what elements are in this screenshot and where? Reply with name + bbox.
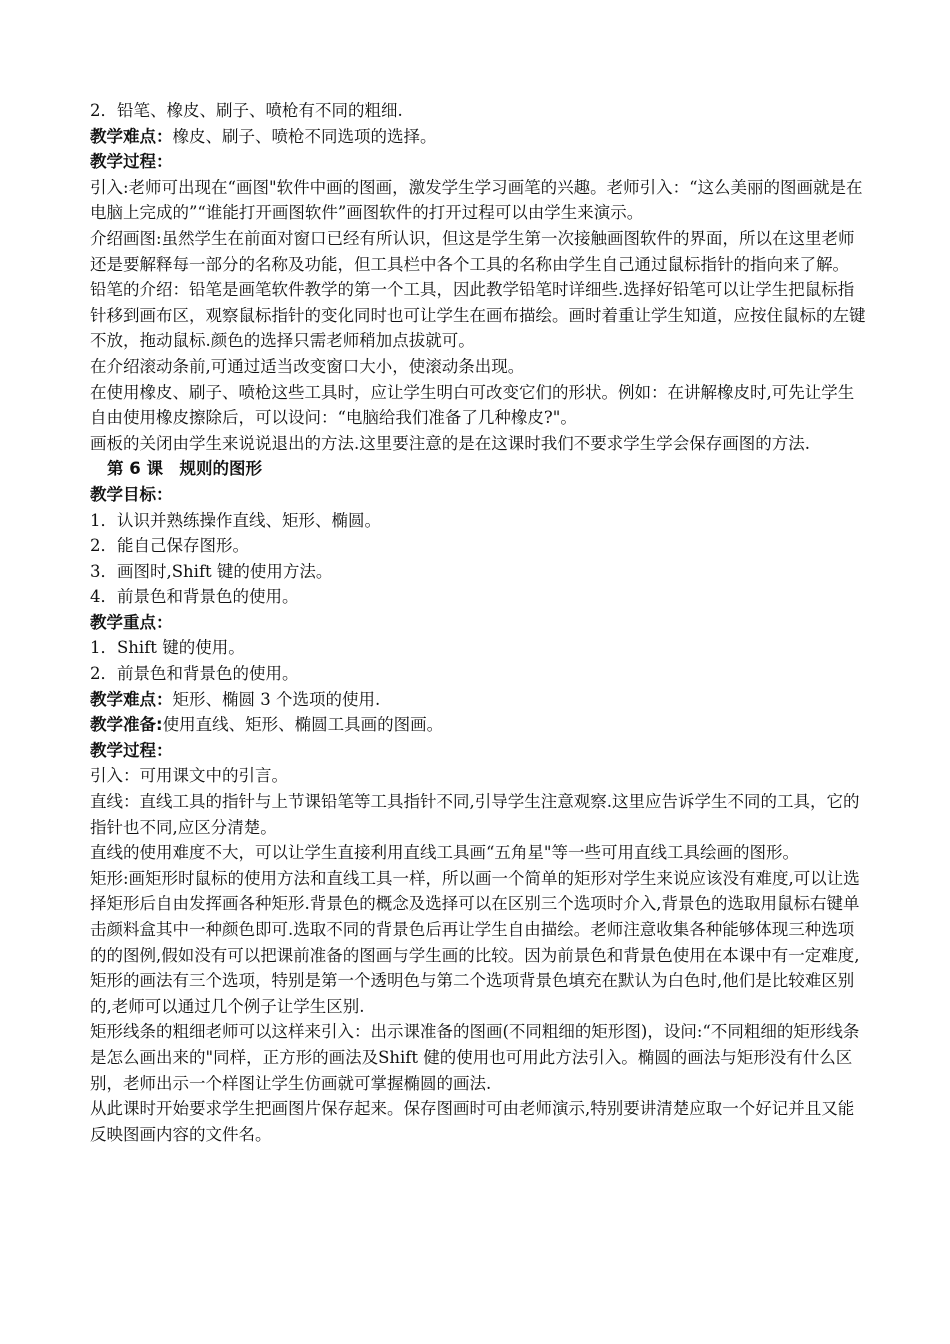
paragraph-eraser: 在使用橡皮、刷子、喷枪这些工具时，应让学生明白可改变它们的形状。例如：在讲解橡皮时,可先让学生自由使用橡皮擦除后，可以设问：“电脑给我们准备了几种橡皮?"。 — [90, 382, 855, 428]
paragraph-save: 从此课时开始要求学生把画图片保存起来。保存图画时可由老师演示,特别要讲清楚应取一个好记并且又能反映图画内容的文件名。 — [90, 1099, 855, 1144]
paragraph-scroll: 在介绍滚动条前,可通过适当改变窗口大小，使滚动条出现。 — [90, 356, 525, 376]
paragraph-rectangle-line: 矩形线条的粗细老师可以这样来引入：出示课准备的图画(不同粗细的矩形图)，设问:“不同粗细的矩形线条是怎么画出来的"同样，正方形的画法及Shift 健的使用也可用此方法引入。椭圆的画法与矩形没有什么区别，老师出示一个样图让学生仿画就可掌握椭圆的画法. — [90, 1022, 860, 1093]
goal-item: 1．认识并熟练操作直线、矩形、椭圆。 — [90, 510, 381, 530]
difficulty-line — [90, 687, 870, 713]
paragraph-paint: 介绍画图:虽然学生在前面对窗口已经有所认识，但这是学生第一次接触画图软件的界面，所以在这里老师还是要解释每一部分的名称及功能，但工具栏中各个工具的名称由学生自己通过鼠标指针的指向来了解。 — [90, 228, 855, 274]
key-point-item: 1．Shift 键的使用。 — [90, 638, 245, 658]
key-points-heading: 教学重点： — [90, 612, 173, 632]
goal-item: 2．能自己保存图形。 — [90, 536, 249, 556]
document-page — [90, 98, 870, 1147]
goal-item: 4．前景色和背景色的使用。 — [90, 587, 299, 607]
paragraph-intro: 引入:老师可出现在“画图"软件中画的图画，激发学生学习画笔的兴趣。老师引入：“这么美丽的图画就是在电脑上完成的”“谁能打开画图软件”画图软件的打开过程可以由学生来演示。 — [90, 177, 863, 223]
paragraph-line-tool: 直线：直线工具的指针与上节课铅笔等工具指针不同,引导学生注意观察.这里应告诉学生不同的工具，它的指针也不同,应区分清楚。 — [90, 792, 860, 837]
preparation-label: 教学准备: — [90, 715, 163, 735]
difficulty-label: 教学难点： — [90, 126, 173, 146]
paragraph-rectangle: 矩形:画矩形时鼠标的使用方法和直线工具一样，所以画一个简单的矩形对学生来说应该没有难度,可以让选择矩形后自由发挥画各种矩形.背景色的概念及选择可以在区别三个选项时介入,背景色的选取用鼠标右键单击颜料盒其中一种颜色即可.选取不同的背景色后再让学生自由描绘。老师注意收集各种能够体现三种选项的的图例,假如没有可以把课前准备的图画与学生画的比较。因为前景色和背景色使用在本课中有一定难度,矩形的画法有三个选项，特别是第一个透明色与第二个选项背景色填充在默认为白色时,他们是比较难区别的,老师可以通过几个例子让学生区别. — [90, 868, 860, 1016]
key-point-item: 2．前景色和背景色的使用。 — [90, 664, 299, 684]
list-item: 2．铅笔、橡皮、刷子、喷枪有不同的粗细. — [90, 101, 403, 120]
difficulty-line — [90, 124, 870, 150]
difficulty-text: 橡皮、刷子、喷枪不同选项的选择。 — [172, 126, 437, 146]
paragraph-close: 画板的关闭由学生来说说退出的方法.这里要注意的是在这课时我们不要求学生学会保存画图的方法. — [90, 433, 810, 453]
goal-item: 3．画图时,Shift 键的使用方法。 — [90, 561, 333, 581]
process-heading: 教学过程： — [90, 152, 173, 172]
paragraph-pencil: 铅笔的介绍：铅笔是画笔软件教学的第一个工具，因此教学铅笔时详细些.选择好铅笔可以让学生把鼠标指针移到画布区，观察鼠标指针的变化同时也可让学生在画布描绘。画时着重让学生知道，应按住鼠标的左键不放，拖动鼠标.颜色的选择只需老师稍加点拔就可。 — [90, 280, 866, 351]
difficulty-text: 矩形、椭圆 3 个选项的使用. — [172, 689, 381, 709]
goals-heading: 教学目标： — [90, 484, 173, 504]
difficulty-label: 教学难点： — [90, 689, 173, 709]
paragraph-line-usage: 直线的使用难度不大，可以让学生直接利用直线工具画“五角星"等一些可用直线工具绘画的图形。 — [90, 843, 800, 863]
process-heading: 教学过程： — [90, 740, 173, 760]
paragraph-intro: 引入：可用课文中的引言。 — [90, 766, 288, 786]
preparation-line — [90, 712, 870, 738]
lesson-title: 第 6 课 规则的图形 — [107, 459, 262, 479]
preparation-text: 使用直线、矩形、椭圆工具画的图画。 — [162, 715, 444, 735]
